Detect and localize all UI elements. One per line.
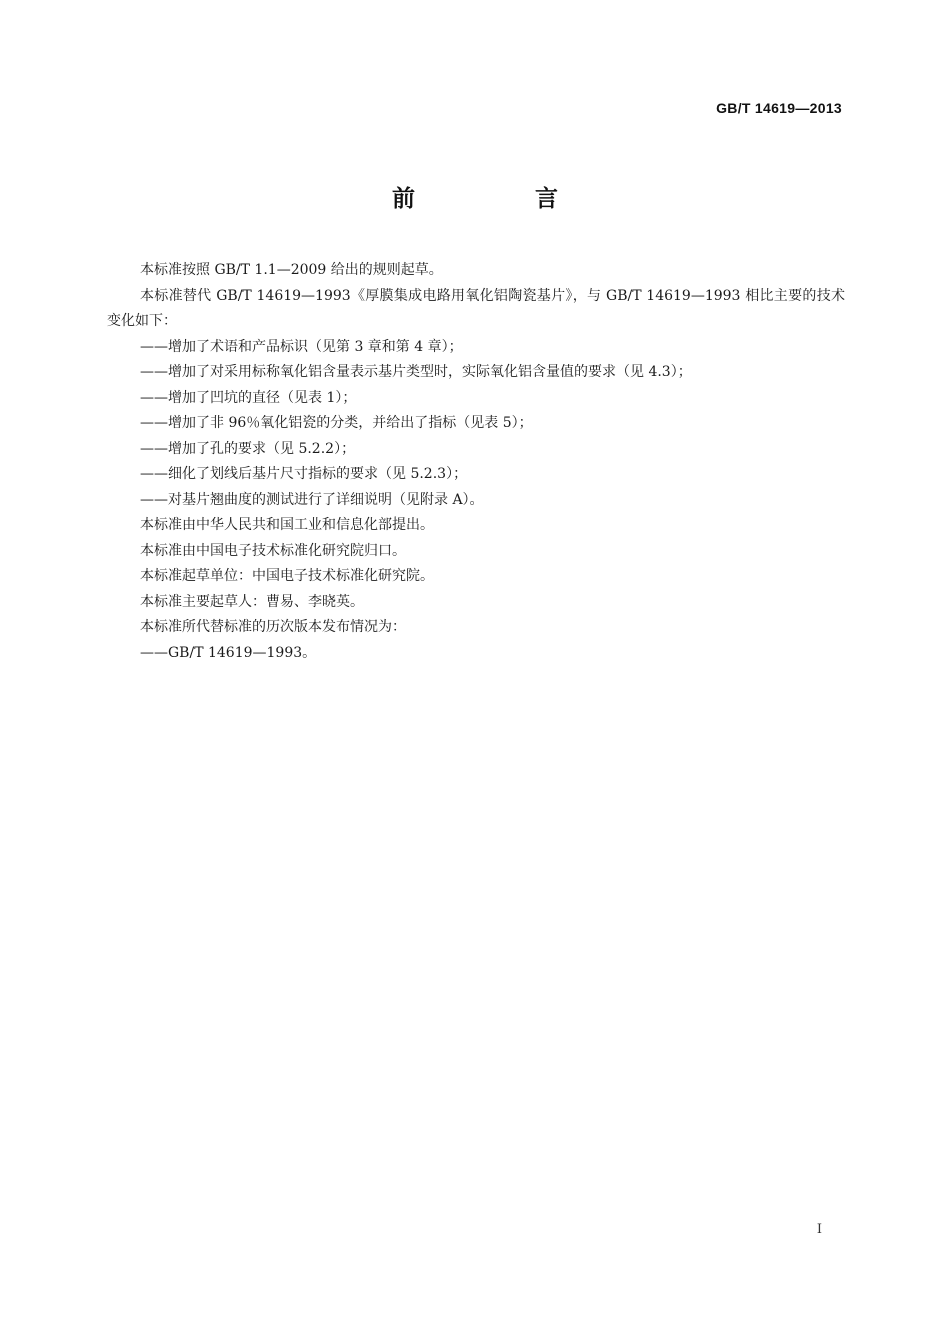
foreword-body — [107, 258, 845, 666]
paragraph-drafting-rules: 本标准按照 GB/T 1.1—2009 给出的规则起草。 — [140, 262, 443, 278]
change-item: ——增加了术语和产品标识（见第 3 章和第 4 章）； — [140, 338, 463, 355]
previous-edition-item: ——GB/T 14619—1993。 — [140, 644, 317, 661]
change-item: ——对基片翘曲度的测试进行了详细说明（见附录 A）。 — [140, 491, 484, 508]
standard-code: GB/T 14619—2013 — [716, 100, 842, 116]
change-item: ——增加了孔的要求（见 5.2.2）； — [140, 440, 356, 457]
paragraph-drafting-unit: 本标准起草单位：中国电子技术标准化研究院。 — [140, 568, 434, 584]
paragraph-drafters: 本标准主要起草人：曹易、李晓英。 — [140, 593, 364, 610]
page-number: I — [816, 1222, 822, 1237]
change-item: ——增加了对采用标称氧化铝含量表示基片类型时，实际氧化铝含量值的要求（见 4.3）； — [140, 364, 692, 380]
change-item: ——细化了划线后基片尺寸指标的要求（见 5.2.3）； — [140, 466, 468, 482]
paragraph-administrator: 本标准由中国电子技术标准化研究院归口。 — [140, 542, 406, 559]
change-item: ——增加了凹坑的直径（见表 1）； — [140, 389, 357, 406]
page-title: 前 言 — [391, 186, 614, 212]
change-item: ——增加了非 96％氧化铝瓷的分类，并给出了指标（见表 5）； — [140, 415, 533, 431]
paragraph-replacement: 本标准替代 GB/T 14619—1993《厚膜集成电路用氧化铝陶瓷基片》，与 GB/T 14619—1993 相比主要的技术变化如下： — [107, 287, 845, 329]
paragraph-proposer: 本标准由中华人民共和国工业和信息化部提出。 — [140, 517, 434, 533]
paragraph-previous-editions: 本标准所代替标准的历次版本发布情况为： — [140, 619, 406, 635]
